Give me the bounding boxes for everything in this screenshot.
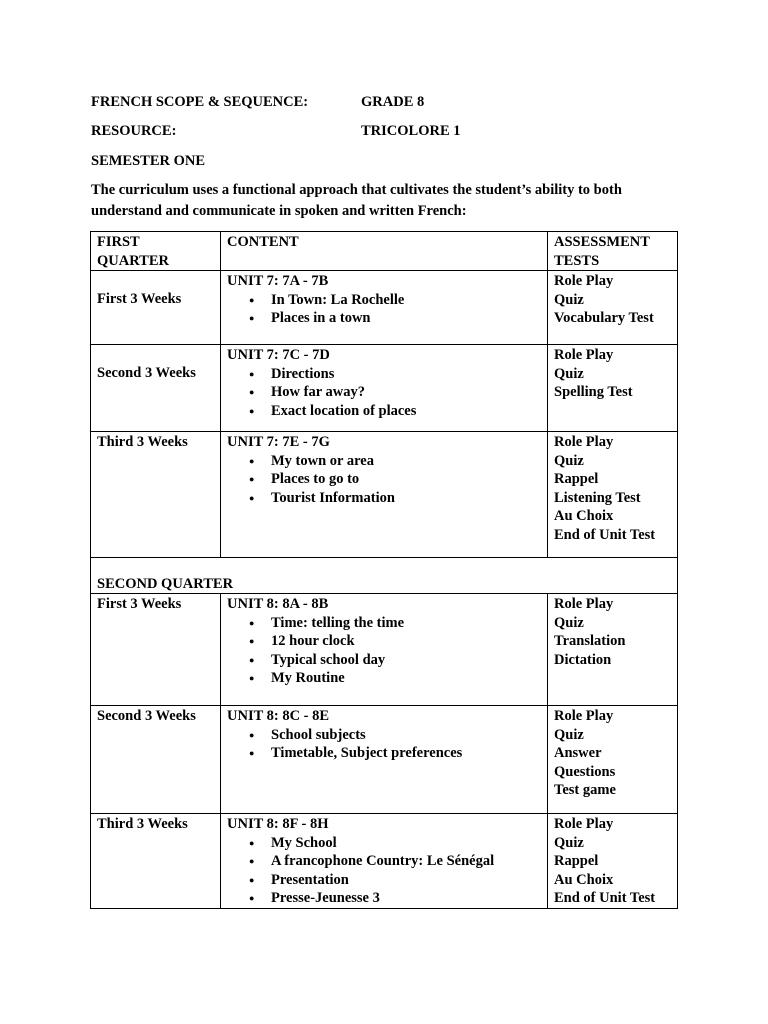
table-row: [91, 345, 678, 432]
assessment-item: Questions: [554, 763, 616, 780]
assessment-item: Role Play: [554, 347, 614, 363]
section-row: [91, 558, 678, 594]
assessment-item: Role Play: [554, 434, 614, 450]
list-item: ● A francophone Country: Le Sénégal: [271, 852, 541, 871]
list-item: ● In Town: La Rochelle: [271, 291, 541, 310]
list-item: ● My School: [271, 834, 541, 853]
unit-title: UNIT 7: 7E - 7G: [227, 434, 330, 450]
assessment-item: Quiz: [554, 834, 584, 851]
list-item: ● Typical school day: [271, 651, 541, 670]
list-item: ● Time: telling the time: [271, 614, 541, 633]
topic-list: [227, 452, 541, 508]
period-label: Second 3 Weeks: [97, 708, 196, 724]
assessment-item: Role Play: [554, 708, 614, 724]
list-item: ● Tourist Information: [271, 489, 541, 508]
unit-title: UNIT 8: 8F - 8H: [227, 816, 329, 832]
assessment-item: Role Play: [554, 273, 614, 289]
assessment-item: Listening Test: [554, 489, 641, 506]
unit-title: UNIT 7: 7C - 7D: [227, 347, 330, 363]
second-quarter-title: SECOND QUARTER: [97, 575, 234, 592]
table-row: [91, 271, 678, 345]
topic-list: [227, 291, 541, 328]
list-item: ● Exact location of places: [271, 402, 541, 421]
table-row: [91, 814, 678, 909]
list-item: ● Directions: [271, 365, 541, 384]
unit-title: UNIT 8: 8A - 8B: [227, 596, 329, 612]
table-header-row: [91, 232, 678, 271]
assessment-item: Role Play: [554, 596, 614, 612]
topic-list: [227, 726, 541, 763]
assessment-item: Quiz: [554, 291, 584, 308]
period-label: First 3 Weeks: [97, 291, 182, 307]
period-label: Third 3 Weeks: [97, 816, 188, 832]
assessment-item: Spelling Test: [554, 384, 633, 400]
intro-paragraph: The curriculum uses a functional approach that cultivates the student’s ability to both understand and communicate in spoken and written French:: [91, 182, 622, 219]
unit-title: UNIT 7: 7A - 7B: [227, 273, 329, 289]
assessment-item: Test game: [554, 782, 616, 798]
list-item: ● Places in a town: [271, 309, 541, 328]
assessment-item: Au Choix: [554, 871, 614, 888]
list-item: ● Timetable, Subject preferences: [271, 744, 541, 763]
list-item: ● Presentation: [271, 871, 541, 890]
header-label: FRENCH SCOPE & SEQUENCE:: [91, 94, 309, 110]
assessment-item: Quiz: [554, 365, 584, 382]
semester-title: SEMESTER ONE: [91, 153, 206, 169]
assessment-item: Quiz: [554, 614, 584, 631]
column-header-assessment: ASSESSMENT TESTS: [548, 232, 678, 271]
period-label: Third 3 Weeks: [97, 434, 188, 450]
assessment-item: Translation: [554, 633, 626, 649]
list-item: ● 12 hour clock: [271, 632, 541, 651]
unit-title: UNIT 8: 8C - 8E: [227, 708, 330, 724]
list-item: ● How far away?: [271, 383, 541, 402]
list-item: ● Places to go to: [271, 470, 541, 489]
list-item: ● My town or area: [271, 452, 541, 471]
assessment-item: Dictation: [554, 651, 612, 668]
assessment-item: Vocabulary Test: [554, 310, 654, 326]
column-header-quarter: FIRST QUARTER: [91, 232, 221, 271]
topic-list: [227, 365, 541, 421]
schedule-table: [90, 231, 678, 909]
assessment-item: Rappel: [554, 853, 599, 869]
assessment-item: Au Choix: [554, 508, 614, 524]
topic-list: [227, 614, 541, 688]
column-header-content: CONTENT: [221, 232, 548, 271]
assessment-item: End of Unit Test: [554, 526, 656, 543]
assessment-item: Quiz: [554, 726, 584, 743]
assessment-item: Role Play: [554, 816, 614, 832]
header-value: GRADE 8: [361, 94, 425, 110]
table-row: [91, 594, 678, 706]
topic-list: [227, 834, 541, 908]
assessment-item: End of Unit Test: [554, 890, 656, 906]
header-label: RESOURCE:: [91, 123, 177, 139]
table-row: [91, 706, 678, 814]
list-item: ● Presse-Jeunesse 3: [271, 889, 541, 908]
list-item: ● My Routine: [271, 669, 541, 688]
assessment-item: Rappel: [554, 471, 599, 487]
period-label: Second 3 Weeks: [97, 365, 196, 381]
table-row: [91, 432, 678, 558]
list-item: ● School subjects: [271, 726, 541, 745]
assessment-item: Answer: [554, 745, 602, 761]
assessment-item: Quiz: [554, 452, 584, 469]
header-value: TRICOLORE 1: [361, 123, 461, 139]
period-label: First 3 Weeks: [97, 596, 182, 612]
